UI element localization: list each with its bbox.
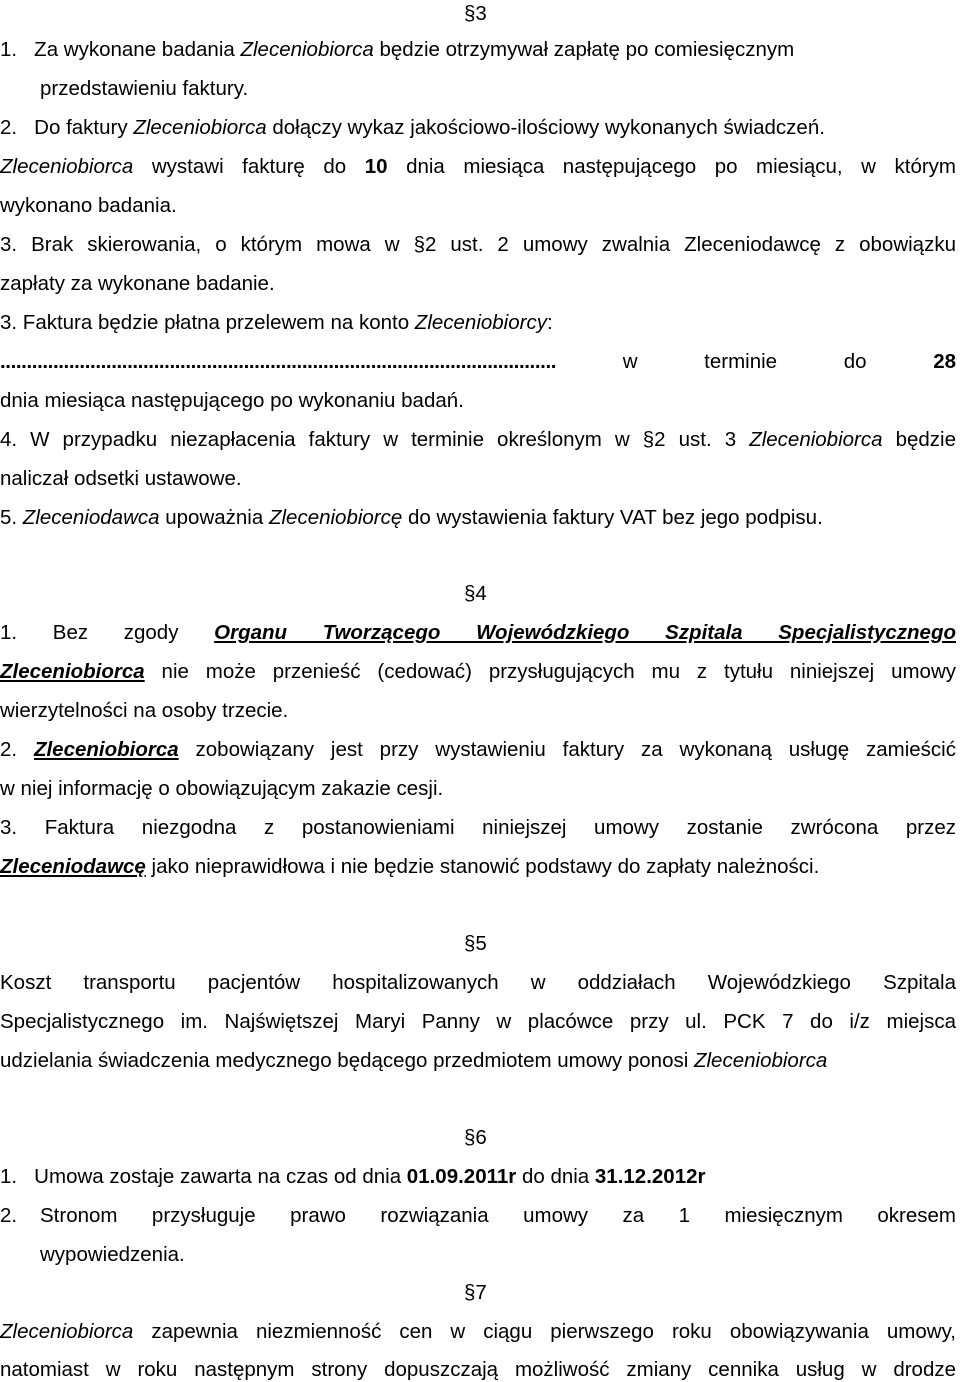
text: zapewnia niezmienność cen w ciągu pierwszego roku obowiązywania umowy,: [133, 1320, 956, 1343]
s3-paragraph-1-line-1: [0, 38, 956, 62]
s3-paragraph-2-line-1: [0, 116, 956, 140]
s3-paragraph-4-line-2: [0, 350, 956, 374]
s3-paragraph-1-line-2: przedstawieniu faktury.: [40, 77, 249, 100]
italic-term: Zleceniobiorcy: [414, 311, 547, 334]
s3-paragraph-5-line-1: [0, 428, 956, 452]
s3-paragraph-4-line-3: dnia miesiąca następującego po wykonaniu badań.: [0, 389, 464, 412]
text: w terminie do: [556, 350, 934, 373]
s3-paragraph-5-line-2: naliczał odsetki ustawowe.: [0, 467, 242, 490]
italic-term: Zleceniobiorca: [749, 428, 883, 451]
bold-underlined-term: Zleceniobiorca: [33, 738, 179, 761]
italic-term: Zleceniobiorcę: [268, 506, 403, 529]
bold-number: 10: [364, 155, 388, 178]
section-7-heading: §7: [464, 1281, 487, 1304]
text: 1. Umowa zostaje zawarta na czas od dnia: [0, 1165, 407, 1188]
s4-paragraph-2-line-2: w niej informację o obowiązującym zakazie cesji.: [0, 777, 444, 800]
s5-line-2: Specjalistycznego im. Najświętszej Maryi Panny w placówce przy ul. PCK 7 do i/z miejsca: [0, 1010, 956, 1033]
s6-paragraph-2-number: 2.: [0, 1204, 18, 1227]
text: udzielania świadczenia medycznego będącego przedmiotem umowy ponosi: [0, 1049, 694, 1072]
s4-paragraph-1-line-3: wierzytelności na osoby trzecie.: [0, 699, 289, 722]
italic-term: Zleceniobiorca: [693, 1049, 828, 1072]
text: do wystawienia faktury VAT bez jego podpisu.: [402, 506, 823, 529]
text: zobowiązany jest przy wystawieniu faktury za wykonaną usługę zamieścić: [178, 738, 956, 761]
s4-paragraph-2-line-1: [0, 738, 956, 762]
s6-paragraph-2-line-2: wypowiedzenia.: [40, 1243, 185, 1266]
text: jako nieprawidłowa i nie będzie stanowić podstawy do zapłaty należności.: [145, 855, 820, 878]
text: nie może przenieść (cedować) przysługujących mu z tytułu niniejszej umowy: [144, 660, 956, 683]
italic-term: Zleceniobiorca: [0, 1320, 134, 1343]
s6-paragraph-2-line-1: Stronom przysługuje prawo rozwiązania umowy za 1 miesięcznym okresem: [40, 1204, 956, 1227]
section-6-heading: §6: [464, 1126, 487, 1149]
section-3-heading: §3: [464, 2, 487, 25]
s4-paragraph-1-line-2: [0, 660, 956, 684]
text: do dnia: [516, 1165, 595, 1188]
text: :: [546, 311, 553, 334]
dotted-fill: .........................................................................................................: [0, 350, 557, 373]
s7-line-1: [0, 1320, 956, 1344]
text: będzie otrzymywał zapłatę po comiesięcznym: [373, 38, 795, 61]
italic-term: Zleceniobiorca: [133, 116, 267, 139]
italic-term: Zleceniodawca: [22, 506, 160, 529]
text: 1. Bez zgody: [0, 621, 215, 644]
s4-paragraph-3-line-1: 3. Faktura niezgodna z postanowieniami niniejszej umowy zostanie zwrócona przez: [0, 816, 956, 839]
s3-paragraph-3-line-1: 3. Brak skierowania, o którym mowa w §2 ust. 2 umowy zwalnia Zleceniodawcę z obowiązku: [0, 233, 956, 256]
text: wystawi fakturę do: [133, 155, 365, 178]
text: 2.: [0, 738, 34, 761]
s5-line-1: Koszt transportu pacjentów hospitalizowanych w oddziałach Wojewódzkiego Szpitala: [0, 971, 956, 994]
text: upoważnia: [159, 506, 269, 529]
bold-underlined-term: Zleceniodawcę: [0, 855, 146, 878]
bold-number: 28: [933, 350, 956, 373]
text: 3. Faktura będzie płatna przelewem na konto: [0, 311, 415, 334]
italic-term: Zleceniobiorca: [0, 155, 134, 178]
text: 5.: [0, 506, 23, 529]
bold-date: 31.12.2012r: [594, 1165, 706, 1188]
s3-paragraph-4-line-1: [0, 311, 956, 335]
text: dołączy wykaz jakościowo-ilościowy wykonanych świadczeń.: [266, 116, 825, 139]
bold-date: 01.09.2011r: [406, 1165, 517, 1188]
s5-line-3: [0, 1049, 956, 1073]
bold-underlined-term: Organu Tworzącego Wojewódzkiego Szpitala Specjalistycznego: [214, 621, 956, 644]
text: dnia miesiąca następującego po miesiącu, w którym: [387, 155, 956, 178]
s3-paragraph-2-line-3: wykonano badania.: [0, 194, 177, 217]
text: 2. Do faktury: [0, 116, 134, 139]
s4-paragraph-3-line-2: [0, 855, 956, 879]
s7-line-2: natomiast w roku następnym strony dopuszczają możliwość zmiany cennika usług w drodze: [0, 1358, 956, 1381]
s3-paragraph-6-line-1: [0, 506, 956, 530]
section-4-heading: §4: [464, 582, 487, 605]
s3-paragraph-2-line-2: [0, 155, 956, 179]
s4-paragraph-1-line-1: [0, 621, 956, 645]
s3-paragraph-3-line-2: zapłaty za wykonane badanie.: [0, 272, 275, 295]
text: będzie: [882, 428, 956, 451]
text: 4. W przypadku niezapłacenia faktury w terminie określonym w §2 ust. 3: [0, 428, 750, 451]
s6-paragraph-1: [0, 1165, 956, 1189]
italic-term: Zleceniobiorca: [240, 38, 374, 61]
bold-underlined-term: Zleceniobiorca: [0, 660, 145, 683]
section-5-heading: §5: [464, 932, 487, 955]
text: 1. Za wykonane badania: [0, 38, 241, 61]
